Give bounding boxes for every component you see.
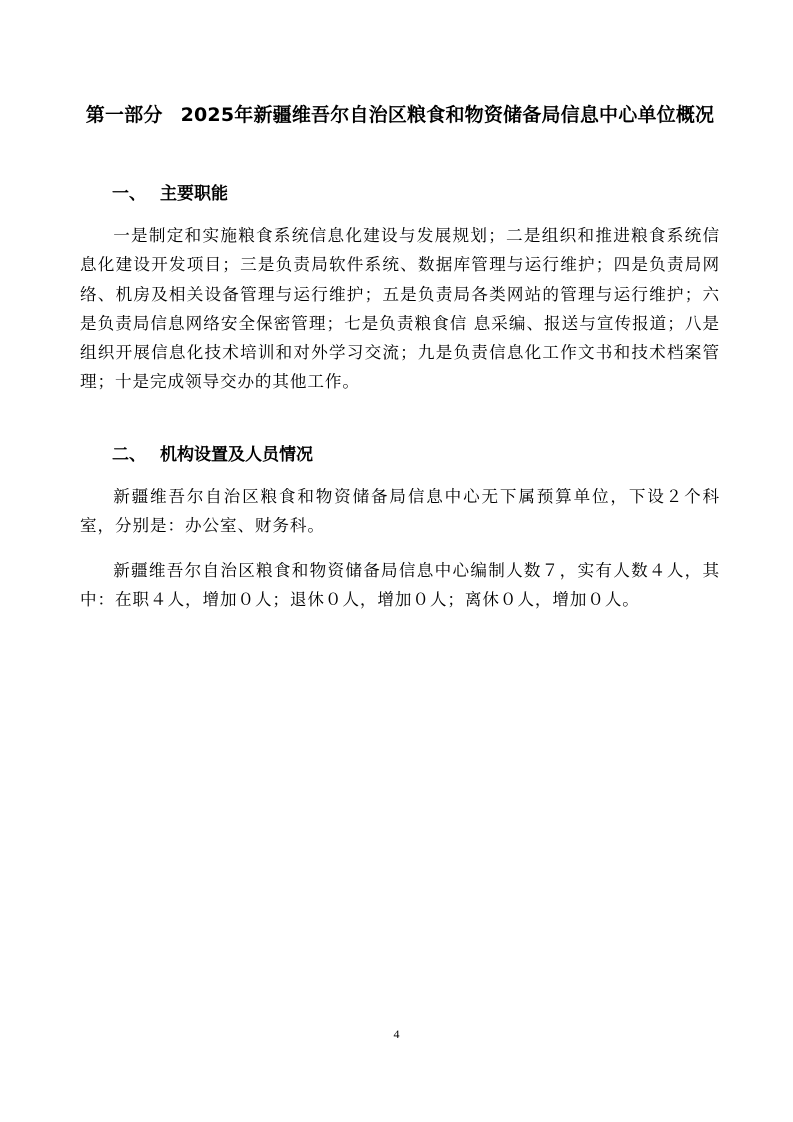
paragraph-staff: 新疆维吾尔自治区粮食和物资储备局信息中心编制人数７，实有人数４人，其中：在职４人，增加０人；退休０人，增加０人；离休０人，增加０人。 bbox=[80, 561, 720, 610]
paragraph-main-functions: 一是制定和实施粮食系统信息化建设与发展规划；二是组织和推进粮食系统信息化建设开发项目；三是负责局软件系统、数据库管理与运行维护；四是负责局网络、机房及相关设备管理与运行维护；五是负责局各类网站的管理与运行维护；六是负责局信息网络安全保密管理；七是负责粮食信 息采编、报送与宣传报道；八是组织开展信息化技术培训和对外学习交流；九是负责信息化工作文书和技术档案管理；十是完成领导交办的其他工作。 bbox=[80, 226, 720, 392]
section-number: 二、 bbox=[112, 445, 146, 465]
title-part-label: 第一部分 bbox=[85, 104, 163, 126]
section-heading-organization-staff bbox=[112, 443, 313, 467]
title-text: 2025年新疆维吾尔自治区粮食和物资储备局信息中心单位概况 bbox=[180, 104, 715, 126]
paragraph-organization: 新疆维吾尔自治区粮食和物资储备局信息中心无下属预算单位，下设２个科室，分别是：办公室、财务科。 bbox=[80, 487, 720, 536]
document-title bbox=[80, 96, 720, 134]
section-number: 一、 bbox=[112, 184, 146, 204]
page-number: 4 bbox=[393, 1027, 400, 1041]
section-title: 主要职能 bbox=[160, 184, 228, 204]
section-heading-main-functions bbox=[112, 182, 228, 206]
section-title: 机构设置及人员情况 bbox=[160, 445, 313, 465]
